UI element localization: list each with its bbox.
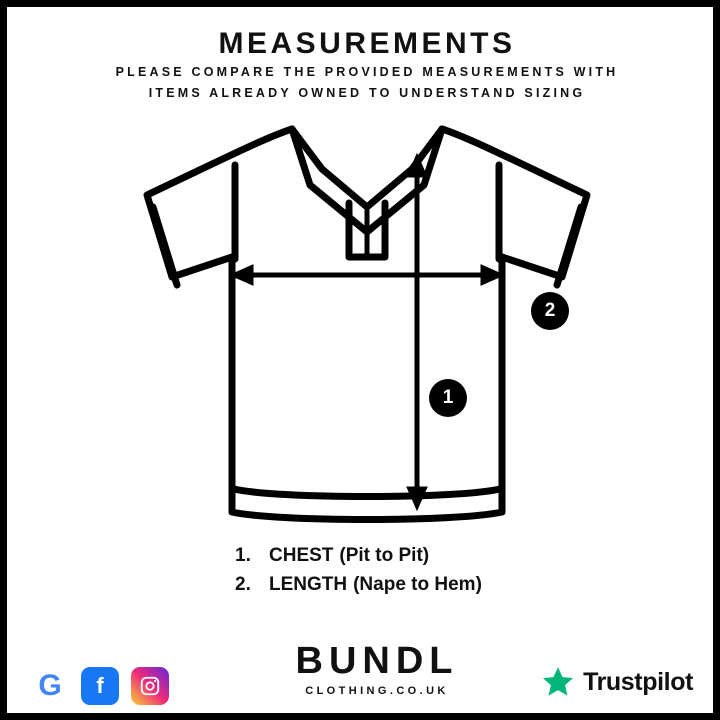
subtitle-line-2: ITEMS ALREADY OWNED TO UNDERSTAND SIZING — [148, 86, 586, 100]
facebook-icon-glyph: f — [96, 673, 104, 698]
trustpilot-star-icon — [541, 665, 575, 699]
polo-shirt-diagram — [117, 107, 617, 527]
chest-measure-arrow — [235, 268, 499, 282]
page-title: MEASUREMENTS — [218, 27, 516, 60]
facebook-icon[interactable] — [81, 667, 119, 705]
trustpilot-badge[interactable] — [541, 665, 693, 699]
brand-domain: CLOTHING.CO.UK — [305, 685, 449, 697]
social-icons — [31, 667, 169, 705]
page-subtitle — [67, 62, 667, 104]
google-icon-glyph: G — [38, 669, 62, 702]
legend-key-chest: CHEST — [269, 545, 334, 566]
instagram-icon[interactable] — [131, 667, 169, 705]
badge-2: 2 — [531, 292, 569, 330]
brand-logo — [247, 641, 507, 697]
legend-item-length — [235, 574, 565, 596]
legend-number-1: 1. — [235, 545, 251, 566]
trustpilot-label: Trustpilot — [583, 667, 693, 696]
brand-name: BUNDL — [295, 640, 459, 682]
length-measure-arrow — [410, 159, 424, 505]
google-icon[interactable] — [31, 667, 69, 705]
legend — [235, 545, 565, 603]
instagram-glyph — [139, 675, 161, 697]
legend-key-length: LENGTH — [269, 574, 348, 595]
subtitle-line-1: PLEASE COMPARE THE PROVIDED MEASUREMENTS WITH — [115, 65, 619, 79]
badge-1: 1 — [429, 379, 467, 417]
legend-note-chest: (Pit to Pit) — [339, 545, 430, 566]
legend-note-length: (Nape to Hem) — [353, 574, 482, 595]
legend-item-chest — [235, 545, 565, 567]
legend-number-2: 2. — [235, 574, 251, 595]
